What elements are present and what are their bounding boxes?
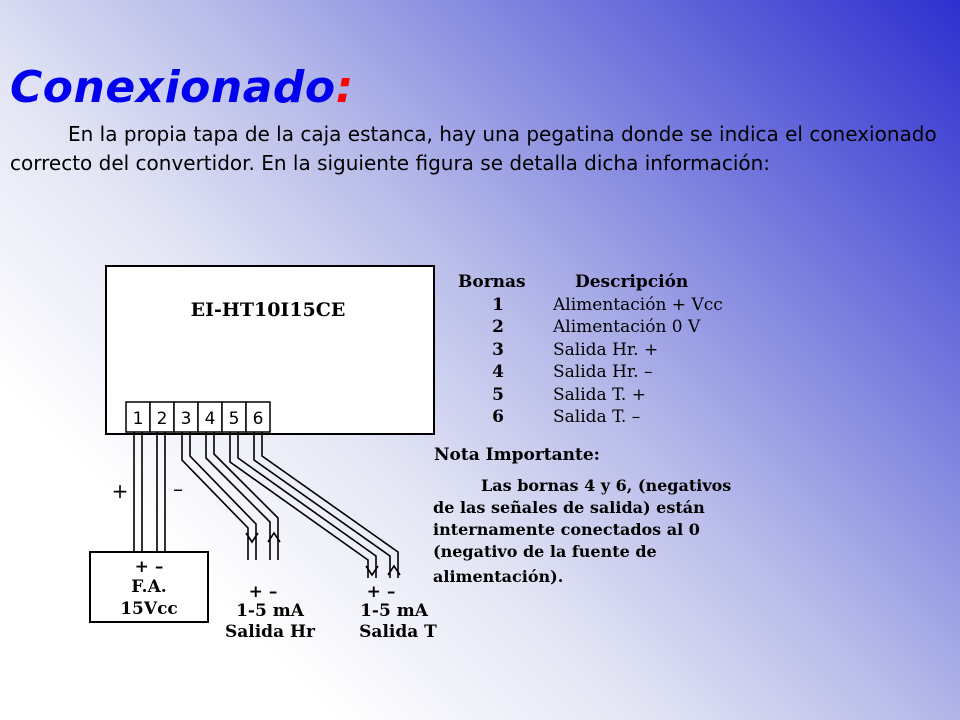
t-output-signs: + – bbox=[366, 582, 396, 602]
terminal-label-1: 1 bbox=[132, 409, 144, 429]
table-row-desc: Salida Hr. – bbox=[553, 362, 653, 382]
table-row-num: 3 bbox=[492, 340, 504, 360]
terminal-label-2: 2 bbox=[156, 409, 168, 429]
note-line: (negativo de la fuente de bbox=[433, 542, 657, 561]
table-row-num: 6 bbox=[492, 407, 504, 427]
note-line: alimentación). bbox=[433, 567, 564, 586]
intro-paragraph: En la propia tapa de la caja estanca, hay una pegatina donde se indica el conexionado correcto del convertidor. En la siguiente figura se detalla dicha información: bbox=[10, 122, 937, 175]
power-minus-sign: – bbox=[173, 477, 183, 501]
t-output-range: 1-5 mA bbox=[360, 601, 428, 621]
table-row-num: 2 bbox=[492, 317, 504, 337]
terminal-label-5: 5 bbox=[228, 409, 240, 429]
terminal-label-4: 4 bbox=[204, 409, 216, 429]
note-line: Las bornas 4 y 6, (negativos bbox=[481, 476, 732, 495]
table-row-num: 1 bbox=[492, 295, 504, 315]
table-row-desc: Salida Hr. + bbox=[553, 340, 659, 360]
terminal-table bbox=[458, 272, 723, 427]
terminal-label-3: 3 bbox=[180, 409, 192, 429]
converter-model: EI-HT10I15CE bbox=[190, 299, 346, 321]
terminal-block bbox=[126, 402, 270, 432]
note-line: internamente conectados al 0 bbox=[433, 520, 700, 539]
title-colon: : bbox=[335, 62, 354, 113]
table-header-descripcion: Descripción bbox=[575, 272, 689, 292]
hr-output-signs: + – bbox=[248, 582, 278, 602]
table-row-desc: Alimentación + Vcc bbox=[553, 295, 723, 315]
power-plus-sign: + bbox=[111, 479, 129, 503]
note-title: Nota Importante: bbox=[434, 445, 600, 465]
table-header-bornas: Bornas bbox=[458, 272, 526, 292]
terminal-label-6: 6 bbox=[252, 409, 264, 429]
power-supply-voltage: 15Vcc bbox=[120, 599, 178, 619]
power-supply-signs: + – bbox=[134, 557, 164, 577]
table-row-desc: Salida T. + bbox=[553, 385, 646, 405]
t-output-arrows bbox=[366, 566, 400, 575]
table-row-num: 5 bbox=[492, 385, 504, 405]
t-output-name: Salida T bbox=[359, 622, 437, 642]
note-line: de las señales de salida) están bbox=[433, 498, 705, 517]
table-row-desc: Salida T. – bbox=[553, 407, 641, 427]
hr-output-range: 1-5 mA bbox=[236, 601, 304, 621]
important-note bbox=[433, 445, 731, 586]
table-row-num: 4 bbox=[492, 362, 504, 382]
power-supply-name: F.A. bbox=[131, 577, 167, 597]
table-row-desc: Alimentación 0 V bbox=[553, 317, 701, 337]
hr-output-arrows bbox=[246, 533, 280, 542]
power-wires bbox=[134, 432, 165, 552]
hr-output-name: Salida Hr bbox=[224, 622, 316, 642]
title-text: Conexionado bbox=[10, 62, 336, 113]
